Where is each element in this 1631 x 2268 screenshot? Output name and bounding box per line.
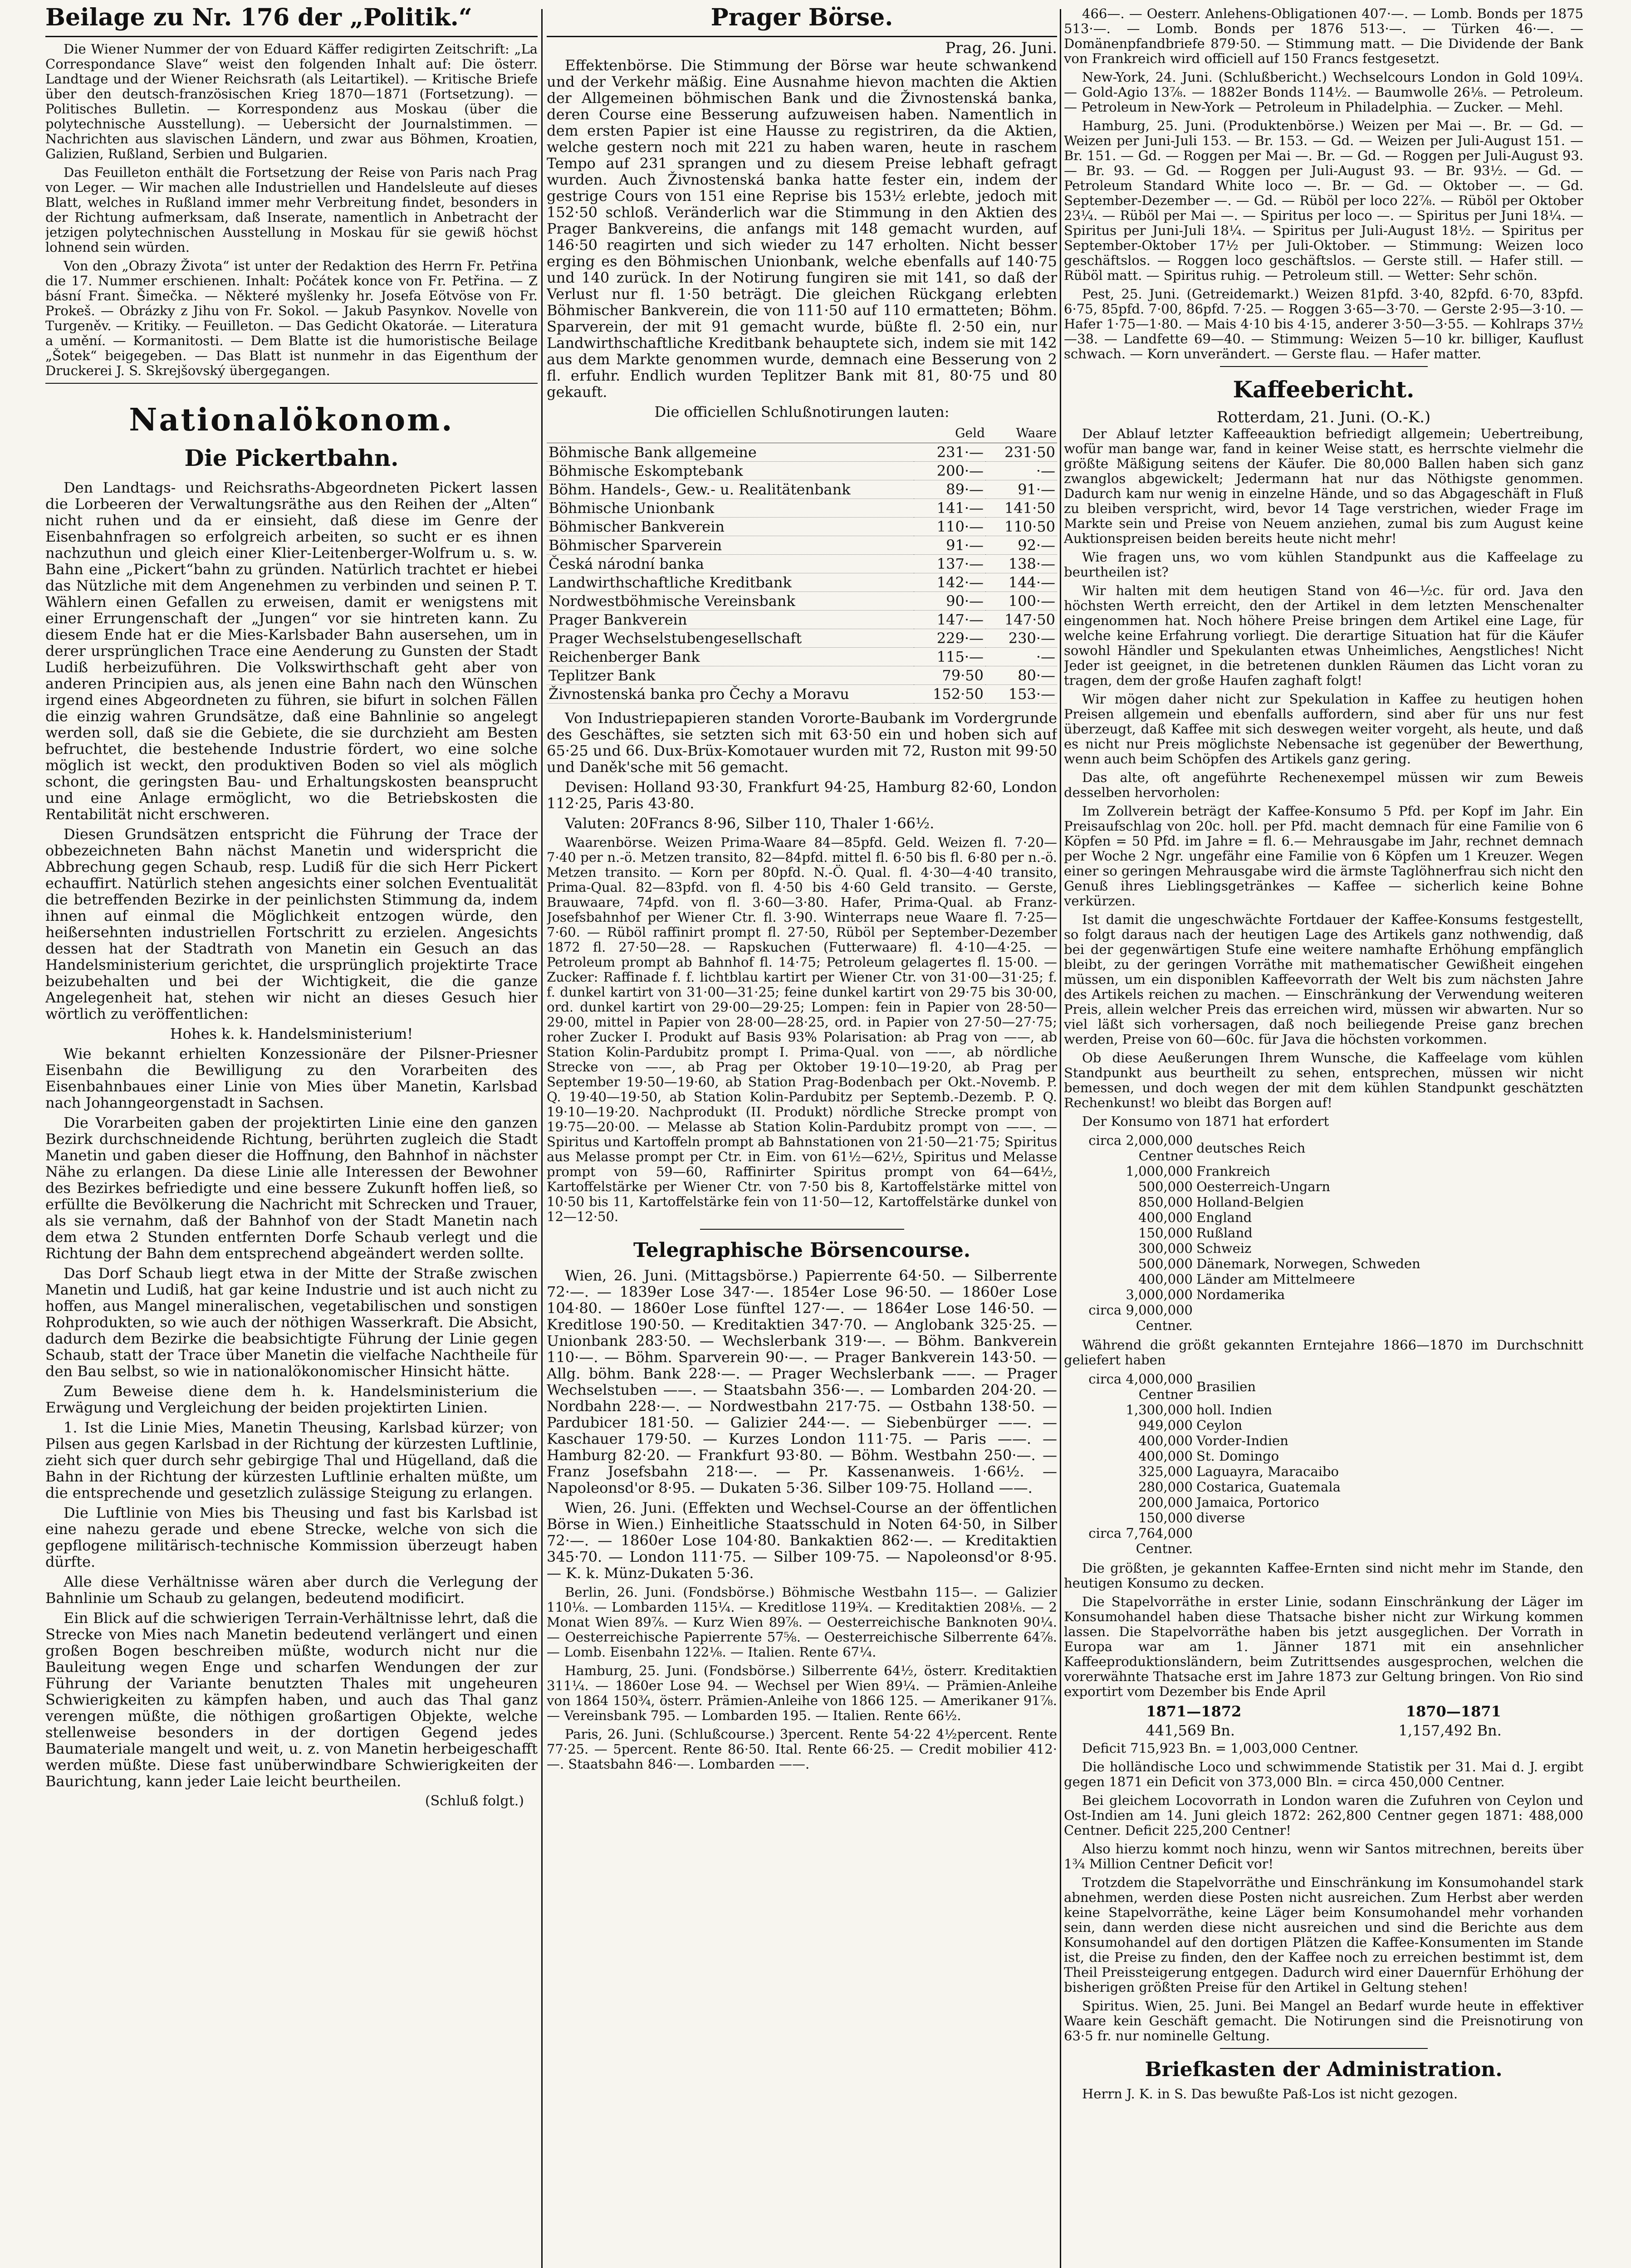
quote-row [547, 666, 1057, 685]
stat-amount: circa 4,000,000 Centner [1088, 1371, 1193, 1402]
quote-name: Böhmische Unionbank [547, 499, 914, 518]
stat-amount: 400,000 [1138, 1210, 1193, 1225]
stat-country: St. Domingo [1196, 1448, 1279, 1464]
stat-country: Nordamerika [1196, 1287, 1285, 1302]
harvest-table [1064, 1371, 1583, 1556]
coffee-paragraph: Also hierzu kommt noch hinzu, wenn wir Santos mitrechnen, bereits über 1¾ Million Centner Deficit vor! [1064, 1841, 1583, 1872]
table-header-row [547, 424, 1057, 443]
stat-amount: 400,000 [1138, 1433, 1193, 1448]
article-paragraph: Zum Beweise diene dem h. k. Handelsministerium die Erwägung und Vergleichung der beiden projektirten Linien. [45, 1383, 538, 1416]
quote-ask: 230·— [985, 629, 1057, 648]
quote-row [547, 536, 1057, 555]
quote-row [547, 573, 1057, 592]
quote-ask: 138·— [985, 555, 1057, 573]
quote-bid: 91·— [914, 536, 985, 555]
quote-ask: 80·— [985, 666, 1057, 685]
column-header: Waare [985, 424, 1057, 443]
stat-amount: 325,000 [1138, 1464, 1193, 1479]
stat-row [1064, 1179, 1583, 1194]
quote-name: Böhmische Bank allgemeine [547, 443, 914, 462]
article-paragraph: Die Vorarbeiten gaben der projektirten Linie eine den ganzen Bezirk durchschneidende Richtung, berührten zugleich die Stadt Manetin und gaben dieser die Hoffnung, den Bahnhof in nächster Nähe zu erlangen. Da diese Linie alle Interessen der Bewohner des Bezirkes befriedigte und eine bessere Zukunft hoffen ließ, so erfüllte die Bevölkerung die Nachricht mit Schrecken und Trauer, als sie vernahm, daß der Bahnhof von der Stadt Manetin nach dem etwa 2 Stunden entfernten Dorfe Schaub verlegt und die Richtung der Bahn dem entsprechend abgeändert werden sollte. [45, 1114, 538, 1262]
bourse-paragraph: Waarenbörse. Weizen Prima-Waare 84—85pfd. Geld. Weizen fl. 7·20—7·40 per n.-ö. Metzen transito, 82—84pfd. mittel fl. 6·50 bis fl. 6·80 per n.-ö. Metzen transito. — Korn per 80pfd. N.-Ö. Qual. fl. 4·30—4·40 transito, Prima-Qual. 82—83pfd. von fl. 4·50 bis 4·60 Geld transito. — Gerste, Brauwaare, 74pfd. von fl. 3·60—3·80. Hafer, Prima-Qual. ab Franz-Josefsbahnhof per Wiener Ctr. fl. 3·90. Winterraps neue Waare fl. 7·25—7·60. — Rüböl raffinirt prompt fl. 27·50, Rüböl per September-Dezember 1872 fl. 27·50—28. — Rapskuchen (Futterwaare) fl. 4·10—4·25. — Petroleum prompt ab Bahnhof fl. 14·75; Petroleum gelagertes fl. 15·00. — Zucker: Raffinade f. f. lichtblau kartirt per Wiener Ctr. von 31·00—31·25; f. f. dunkel kartirt von 31·00—31·25; feine dunkel kartirt von 29·75 bis 30·00, ord. dunkel kartirt von 29·00—29·25; Lompen: fein in Papier von 28·50—29·00, mittel in Papier von 28·00—28·25, ord. in Papier von 27·50—27·75; roher Zucker I. Produkt auf Basis 93% Polarisation: ab Prag von ——, ab Station Kolin-Pardubitz prompt I. Prima-Qual. von ——, ab nördliche Strecke von ——, ab Prag per Oktober 19·10—19·20, ab Prag per September 19·50—19·60, ab Station Prag-Bodenbach per Okt.-Novemb. P. Q. 19·40—19·50, ab Station Kolin-Pardubitz per Septemb.-Dezemb. P. Q. 19·10—19·20. Nachprodukt (II. Produkt) nördliche Strecke prompt von 19·75—20·00. — Melasse ab Station Kolin-Pardubitz prompt von ——. — Spiritus und Kartoffeln prompt ab Bahnstationen von 21·50—21·75; Spiritus aus Melasse prompt per Ctr. in Eim. von 61½—62½, Spiritus und Melasse prompt von 59—60, Raffinirter Spiritus prompt von 64—64½, Kartoffelstärke per Wiener Ctr. von 7·50 bis 8, Kartoffelstärke mittel von 10·50 bis 11, Kartoffelstärke fein von 11·50—12, Kartoffelstärke dunkel von 12—12·50. [547, 835, 1057, 1224]
coffee-title: Kaffeebericht. [1233, 376, 1415, 403]
quote-name: Česká národní banka [547, 555, 914, 573]
column-divider [541, 9, 543, 2268]
coffee-paragraph: Der Ablauf letzter Kaffeeauktion befriedigt allgemein; Uebertreibung, wofür man bange war, fand in keiner Weise statt, es herrschte vielmehr die größte Mäßigung seitens der Käufer. Die 80,000 Ballen haben sich ganz zwanglos abgewickelt; Jedermann hat nur das Nöthigste genommen. Dadurch kam nur wenig in einzelne Hände, und so das Abgageschäft in Fluß zu bleiben verspricht, wird, bevor 14 Tage verstrichen, wieder Frage im Markte sein und Preise von Neuem anziehen, zumal bis zum August keine Auktionspreisen beiden bereits heute nicht mehr! [1064, 426, 1583, 546]
year-value: 441,569 Bn. [1146, 1722, 1235, 1739]
quote-ask: 153·— [985, 685, 1057, 704]
quote-row [547, 611, 1057, 629]
consumption-table [1064, 1133, 1583, 1333]
stat-country: Vorder-Indien [1196, 1433, 1288, 1448]
quote-name: Böhmischer Sparverein [547, 536, 914, 555]
stat-row [1064, 1464, 1583, 1479]
article-paragraph: 1. Ist die Linie Mies, Manetin Theusing, Karlsbad kürzer; von Pilsen aus gegen Karlsbad in der Richtung der kürzesten Luftlinie, zieht sich quer durch sehr gebirgige Thal und Hügelland, daß die Bahn in der Richtung der kürzesten Luftlinie erhalten müßte, um die entsprechende und gesetzlich zulässige Steigung zu erlangen. [45, 1419, 538, 1501]
stat-country: England [1196, 1210, 1252, 1225]
column-middle [547, 0, 1057, 1775]
stat-amount: 850,000 [1138, 1194, 1193, 1210]
stat-row [1064, 1271, 1583, 1287]
quote-name: Teplitzer Bank [547, 666, 914, 685]
column-header: Geld [914, 424, 985, 443]
year-label: 1870—1871 [1406, 1703, 1501, 1720]
stat-country: holl. Indien [1196, 1402, 1272, 1418]
article-paragraph: Diesen Grundsätzen entspricht die Führung der Trace der obbezeichneten Bahn nächst Manetin und widerspricht die Abbrechung gegen Schaub, resp. Ludiß für die sich Herr Pickert echauffirt. Natürlich stehen angesichts einer solchen Eventualität die betreffenden Bezirke in der peinlichsten Stimmung da, indem ihnen auf einmal die Möglichkeit entzogen würde, den heißersehnten industriellen Fortschritt zu erzielen. Angesichts dessen hat der Stadtrath von Manetin ein Gesuch an das Handelsministerium gerichtet, die ursprünglich projektirte Trace beizubehalten und bei der Wichtigkeit, die die ganze Angelegenheit hat, stehen wir nicht an dieses Gesuch hier wörtlich zu veröffentlichen: [45, 826, 538, 1022]
coffee-paragraph: Wir halten mit dem heutigen Stand von 46—½c. für ord. Java den höchsten Werth erreicht, den der Artikel in dem letzten Menschenalter eingenommen hat. Noch höhere Preise bringen dem Artikel eine Lage, für welche keine Erfahrung vorliegt. Die derartige Situation hat für die Käufer sowohl Händler und Spekulanten etwas Unheimliches, Aengstliches! Nicht Jeder ist geeignet, in die betretenen dunklen Räumen das Licht voran zu tragen, dem der große Haufen zaghaft folgt! [1064, 583, 1583, 688]
article-paragraph: Hohes k. k. Handelsministerium! [170, 1025, 413, 1042]
divider [1220, 366, 1428, 367]
stat-amount: 400,000 [1138, 1271, 1193, 1287]
stat-amount: circa 9,000,000 Centner. [1088, 1302, 1193, 1333]
quote-name: Böhm. Handels-, Gew.- u. Realitätenbank [547, 480, 914, 499]
quote-row [547, 462, 1057, 480]
stat-amount: 1,300,000 [1126, 1402, 1193, 1418]
quote-row [547, 499, 1057, 518]
stat-amount: circa 7,764,000 Centner. [1088, 1525, 1193, 1556]
stat-country: Dänemark, Norwegen, Schweden [1196, 1256, 1420, 1271]
divider [1220, 2048, 1428, 2049]
article-paragraph: Das Dorf Schaub liegt etwa in der Mitte der Straße zwischen Manetin und Ludiß, hat gar keine Industrie und ist auch nicht zu hoffen, aus Mangel mineralischen, vegetabilischen und sonstigen Rohprodukten, so wie auch der nöthigen Wasserkraft. Die Absicht, dadurch dem Bezirke die beabsichtigte Führung der Linie gegen Schaub, statt der Trace über Manetin die vielfache Nachtheile für den Bau selbst, so wie in nationalökonomischer Hinsicht hätte. [45, 1265, 538, 1380]
stat-country: Holland-Belgien [1196, 1194, 1304, 1210]
coffee-paragraph: Deficit 715,923 Bn. = 1,003,000 Centner. [1082, 1740, 1359, 1756]
quote-row [547, 648, 1057, 666]
coffee-paragraph: Die größten, je gekannten Kaffee-Ernten sind nicht mehr im Stande, den heutigen Konsumo zu decken. [1064, 1560, 1583, 1591]
quotes-table [547, 424, 1057, 704]
stat-country: Schweiz [1196, 1241, 1252, 1256]
intro-paragraph: Die Wiener Nummer der von Eduard Käffer redigirten Zeitschrift: „La Correspondance Slave“ weist den folgenden Inhalt auf: Die österr. Landtage und der Wiener Reichsrath (als Leitartikel). — Kritische Briefe über den deutsch-französischen Krieg 1870—1871 (Fortsetzung). — Politisches Bulletin. — Korrespondenz aus Moskau (über die polytechnische Ausstellung). — Uebersicht der Journalstimmen. — Nachrichten aus slavischen Ländern, und zwar aus Böhmen, Kroatien, Galizien, Rußland, Serbien und Bulgarien. [45, 41, 538, 161]
coffee-paragraph: Der Konsumo von 1871 hat erfordert [1082, 1114, 1329, 1129]
section-title: Nationalökonom. [129, 402, 454, 438]
quote-name: Landwirthschaftliche Kreditbank [547, 573, 914, 592]
quote-row [547, 518, 1057, 536]
stat-row [1064, 1495, 1583, 1510]
quote-ask: 147·50 [985, 611, 1057, 629]
column-left [45, 0, 538, 1813]
spiritus-paragraph: Spiritus. Wien, 25. Juni. Bei Mangel an Bedarf wurde heute in effektiver Waare kein Geschäft gemacht. Die Notirungen sind die Preisnotirung von 63·5 fr. nur nominelle Geltung. [1064, 1998, 1583, 2043]
quote-bid: 115·— [914, 648, 985, 666]
coffee-paragraph: Wie fragen uns, wo vom kühlen Standpunkt aus die Kaffeelage zu beurtheilen ist? [1064, 549, 1583, 580]
quote-bid: 200·— [914, 462, 985, 480]
quote-bid: 142·— [914, 573, 985, 592]
quote-ask: 92·— [985, 536, 1057, 555]
quote-bid: 147·— [914, 611, 985, 629]
article-paragraph: Alle diese Verhältnisse wären aber durch die Verlegung der Bahnlinie um Schaub zu gelangen, bedeutend modificirt. [45, 1573, 538, 1607]
stat-row [1064, 1448, 1583, 1464]
supplement-header: Beilage zu Nr. 176 der „Politik.“ [45, 0, 538, 37]
quote-ask: 91·— [985, 480, 1057, 499]
years-row [1064, 1703, 1583, 1720]
telegraph-paragraph: Wien, 26. Juni. (Effekten und Wechsel-Course an der öffentlichen Börse in Wien.) Einheitliche Staatsschuld in Noten 64·50, in Silber 72·—. — 1860er Lose 104·80. Bankaktien 862·—. — Kreditaktien 345·70. — London 111·75. — Silber 109·75. — Napoleonsd'or 8·95. — K. k. Münz-Dukaten 5·36. [547, 1499, 1057, 1582]
coffee-paragraph: Trotzdem die Stapelvorräthe und Einschränkung im Konsumohandel stark abnehmen, werden diese Posten nicht ausreichen. Zum Herbst aber werden keine Stapelvorräthe, keine Läger beim Konsumohandel mehr vorhanden sein, dann werden diese nicht ausreichen und sind die Berichte aus dem Konsumohandel auf den dortigen Plätzen die Kaffee-Konsumenten im Stande ist, die Preise zu finden, den der Kaffee noch zu erreichen bestimmt ist, dem Theil Preissteigerung entgegen. Dadurch wird einer Dauernfür Erhöhung der bisherigen größten Preise für den Artikel in Geltung stehen! [1064, 1875, 1583, 1995]
stat-country: diverse [1196, 1510, 1245, 1525]
telegraph-paragraph: Paris, 26. Juni. (Schlußcourse.) 3percent. Rente 54·22 4½percent. Rente 77·25. — 5percent. Rente 86·50. Ital. Rente 66·25. — Credit mobilier 412·—. Staatsbahn 846·—. Lombarden ——. [547, 1726, 1057, 1772]
bourse-paragraph: Valuten: 20Francs 8·96, Silber 110, Thaler 1·66½. [565, 815, 935, 832]
bourse-paragraph: Devisen: Holland 93·30, Frankfurt 94·25, Hamburg 82·60, London 112·25, Paris 43·80. [547, 778, 1057, 812]
stat-row [1064, 1163, 1583, 1179]
coffee-paragraph: Die Stapelvorräthe in erster Linie, sodann Einschränkung der Läger im Konsumohandel haben diese Thatsache bisher nicht zur Wirkung kommen lassen. Die Stapelvorräthe haben bis jetzt ausgeglichen. Der Vorrath in Europa war am 1. Jänner 1871 mit ein ansehnlicher Kaffeeproduktionsländern, beim Zutrittsendes ausgesprochen, welchen die vorerwähnte Thatsache erst im Jahre 1873 zur Geltung bringen. Von Rio sind exportirt vom Dezember bis Ende April [1064, 1594, 1583, 1699]
stat-amount: 500,000 [1138, 1179, 1193, 1194]
bourse-paragraph: Effektenbörse. Die Stimmung der Börse war heute schwankend und der Verkehr mäßig. Eine Ausnahme hievon machten die Aktien der Allgemeinen böhmischen Bank und die Živnostenská banka, deren Course eine Besserung aufzuweisen haben. Namentlich in dem ersten Papier ist eine Hausse zu registriren, da die Aktien, welche gestern noch mit 221 zu haben waren, heute in raschem Tempo auf 231 sprangen und zu diesem Preise lebhaft gefragt wurden. Auch Živnostenská banka hatte fester ein, indem der gestrige Cours von 151 eine Reprise bis 153½ erlebte, jedoch mit 152·50 schloß. Veränderlich war die Stimmung in den Aktien des Prager Bankvereins, die anfangs mit 148 gemacht wurden, auf 146·50 reagirten und sich wieder zu 147 erholten. Nicht besser erging es den Böhmischen Unionbank, welche ebenfalls auf 140·75 und 140 zurück. In der Notirung fungiren sie mit 141, so daß der Verlust nur fl. 1·50 beträgt. Die gleichen Rückgang erlebten Böhmischer Bankverein, die von 111·50 auf 110 ermatteten; Böhm. Sparverein, der mit 91 gemacht wurde, büßte fl. 2·50 ein, nur Landwirthschaftliche Kreditbank behauptete sich, indem sie mit 142 aus dem Markte genommen wurde, demnach eine Besserung von 2 fl. erfuhr. Endlich wurden Teplitzer Bank mit 81, 80·75 und 80 gekauft. [547, 57, 1057, 401]
coffee-paragraph: Das alte, oft angeführte Rechenexempel müssen wir zum Beweis desselben hervorholen: [1064, 770, 1583, 800]
stat-amount: circa 2,000,000 Centner [1088, 1133, 1193, 1163]
quote-ask: 110·50 [985, 518, 1057, 536]
quote-ask: 100·— [985, 592, 1057, 611]
quote-row [547, 592, 1057, 611]
article-paragraph: Wie bekannt erhielten Konzessionäre der Pilsner-Priesner Eisenbahn die Bewilligung zu den Vorarbeiten des Eisenbahnbaues einer Linie von Mies über Manetin, Karlsbad nach Johanngeorgenstadt in Sachsen. [45, 1045, 538, 1111]
article-paragraph: Ein Blick auf die schwierigen Terrain-Verhältnisse lehrt, daß die Strecke von Mies nach Manetin bedeutend verlängert und einen großen Bogen beschreiben müßte, wodurch nicht nur die Bauleitung wegen Enge und scharfen Wendungen der zur Führung der Variante benutzten Thales mit ungeheuren Schwierigkeiten zu kämpfen haben, und auch das Thal ganz verengen müßte, die nöthigen großartigen Objekte, welche stellenweise besonders in der dortigen Gegend jedes Baumateriale mangelt und weit, u. z. von Manetin herbeigeschafft werden müßte. Diese fast unüberwindbare Schwierigkeiten der Baurichtung, kann jeder Laie leicht beurtheilen. [45, 1609, 538, 1790]
quote-bid: 152·50 [914, 685, 985, 704]
stat-amount: 949,000 [1138, 1418, 1193, 1433]
stat-country: Frankreich [1196, 1163, 1270, 1179]
quote-row [547, 685, 1057, 704]
dateline: Prag, 26. Juni. [945, 39, 1057, 57]
stat-amount: 500,000 [1138, 1256, 1193, 1271]
quote-name: Nordwestböhmische Vereinsbank [547, 592, 914, 611]
stat-row [1064, 1402, 1583, 1418]
coffee-paragraph: Ob diese Aeußerungen Ihrem Wunsche, die Kaffeelage vom kühlen Standpunkt aus beurtheilt zu sehen, entsprechen, müssen wir nicht bemessen, und doch wegen der mit dem kühlen Standpunkt geschätzten Rechenkunst! wo bleibt das Borgen auf! [1064, 1050, 1583, 1110]
quote-bid: 137·— [914, 555, 985, 573]
divider [45, 383, 538, 384]
stat-country: Länder am Mittelmeere [1196, 1271, 1355, 1287]
column-divider [1060, 9, 1061, 2268]
mailbox-text: Herrn J. K. in S. Das bewußte Paß-Los ist nicht gezogen. [1082, 2086, 1458, 2102]
year-value: 1,157,492 Bn. [1398, 1722, 1502, 1739]
quote-ask: ·— [985, 648, 1057, 666]
quote-name: Prager Bankverein [547, 611, 914, 629]
stat-row [1064, 1225, 1583, 1241]
stat-country: deutsches Reich [1196, 1140, 1306, 1156]
article-paragraph: Die Luftlinie von Mies bis Theusing und fast bis Karlsbad ist eine nahezu gerade und ebene Strecke, welche von sich die gepflogene militärisch-technische Kommission überzeugt haben dürfte. [45, 1504, 538, 1570]
stat-row [1064, 1194, 1583, 1210]
quote-bid: 231·— [914, 443, 985, 462]
telegraph-title: Telegraphische Börsencourse. [633, 1239, 971, 1262]
stat-row [1064, 1510, 1583, 1525]
market-paragraph: New-York, 24. Juni. (Schlußbericht.) Wechselcours London in Gold 109¼. — Gold-Agio 13⅞. — 1882er Bonds 114½. — Baumwolle 26⅛. — Petroleum. — Petroleum in New-York — Petroleum in Philadelphia. — Zucker. — Mehl. [1064, 69, 1583, 115]
market-paragraph: Hamburg, 25. Juni. (Produktenbörse.) Weizen per Mai —. Br. — Gd. — Weizen per Juni-Juli 153. — Br. 153. — Gd. — Weizen per Juli-August 151. — Br. 151. — Gd. — Roggen per Mai —. Br. — Gd. — Roggen per Juli-August 93. — Br. 93. — Gd. — Roggen per Juli-August 93. — Br. 93½. — Gd. — Petroleum Standard White loco —. Br. — Gd. — Oktober —. — Gd. September-Dezember —. — Gd. — Rüböl per loco 22⅞. — Rüböl per Oktober 23¼. — Rüböl per Mai —. — Spiritus per loco —. — Spiritus per Juni 18¼. — Spiritus per Juni-Juli 18¼. — Spiritus per Juli-August 18½. — Spiritus per September-Oktober 17½ per Juli-Oktober. — Stimmung: Weizen loco geschäftslos. — Roggen loco geschäftslos. — Gerste still. — Hafer still. — Rüböl matt. — Spiritus ruhig. — Petroleum still. — Wetter: Sehr schön. [1064, 118, 1583, 283]
stat-amount: 150,000 [1138, 1225, 1193, 1241]
telegraph-paragraph: Hamburg, 25. Juni. (Fondsbörse.) Silberrente 64½, österr. Kreditaktien 311¼. — 1860er Lose 94. — Wechsel per Wien 89¼. — Prämien-Anleihe von 1864 150¾, österr. Prämien-Anleihe von 1866 125. — Amerikaner 91⅞. — Vereinsbank 795. — Lombarden 195. — Italien. Rente 66½. [547, 1663, 1057, 1723]
stat-row [1064, 1287, 1583, 1302]
bourse-paragraph: Die officiellen Schlußnotirungen lauten: [654, 403, 950, 420]
quote-name: Böhmische Eskomptebank [547, 462, 914, 480]
bourse-paragraph: Von Industriepapieren standen Vororte-Baubank im Vordergrunde des Geschäftes, sie setzten sich mit 63·50 ein und hoben sich auf 65·25 und 66. Dux-Brüx-Komotauer wurden mit 72, Ruston mit 99·50 und Daněk'sche mit 56 gemacht. [547, 709, 1057, 776]
coffee-paragraph: Während die größt gekannten Erntejahre 1866—1870 im Durchschnitt geliefert haben [1064, 1337, 1583, 1368]
coffee-paragraph: Bei gleichem Locovorrath in London waren die Zufuhren von Ceylon und Ost-Indien am 14. Juni gleich 1872: 262,800 Centner gegen 1871: 488,000 Centner. Deficit 225,200 Centner! [1064, 1793, 1583, 1838]
stat-row [1064, 1256, 1583, 1271]
stat-amount: 400,000 [1138, 1448, 1193, 1464]
column-header [547, 424, 914, 443]
coffee-dateline: Rotterdam, 21. Juni. (O.-K.) [1216, 408, 1431, 426]
intro-paragraph: Von den „Obrazy Života“ ist unter der Redaktion des Herrn Fr. Petřina die 17. Nummer erschienen. Inhalt: Počátek konce von Fr. Petřina. — Z básní Frant. Šimečka. — Některé myšlenky hr. Josefa Eötvöse von Fr. Prokeš. — Obrázky z Jihu von Fr. Sokol. — Jakub Pasynkov. Novelle von Turgeněv. — Kritiky. — Feuilleton. — Das Gedicht Okatoráe. — Literatura a umění. — Kormanitosti. — Dem Blatte ist die humoristische Beilage „Šotek“ beigegeben. — Das Blatt ist nunmehr in das Eigenthum der Druckerei J. S. Skrejšovský übergegangen. [45, 258, 538, 378]
quote-ask: ·— [985, 462, 1057, 480]
quote-ask: 144·— [985, 573, 1057, 592]
market-paragraph: Pest, 25. Juni. (Getreidemarkt.) Weizen 81pfd. 3·40, 82pfd. 6·70, 83pfd. 6·75, 85pfd. 7·00, 86pfd. 7·25. — Roggen 3·65—3·70. — Gerste 2·95—3·10. — Hafer 1·75—1·80. — Mais 4·10 bis 4·15, anderer 3·50—3·55. — Kohlraps 37½—38. — Landfette 69—40. — Stimmung: Weizen 5—10 kr. billiger, Kauflust schwach. — Korn unverändert. — Gerste flau. — Hafer matter. [1064, 286, 1583, 362]
quote-name: Reichenberger Bank [547, 648, 914, 666]
market-paragraph: 466—. — Oesterr. Anlehens-Obligationen 407·—. — Lomb. Bonds per 1875 513·—. — Lomb. Bonds per 1876 513·—. — Türken 46·—. — Domänenpfandbriefe 879·50. — Stimmung matt. — Die Dividende der Bank von Frankreich wird officiell auf 150 Francs festgesetzt. [1064, 6, 1583, 66]
article-paragraph: Den Landtags- und Reichsraths-Abgeordneten Pickert lassen die Lorbeeren der Verwaltungsräthe aus den Reihen der „Alten“ nicht ruhen und da er einsieht, daß diese im Genre der Eisenbahnfragen so erfolgreich arbeiten, so sucht er es ihnen nachzuthun und gleich einer Klier-Leitenberger-Wolfrum u. s. w. Bahn eine „Pickert“bahn zu gründen. Natürlich trachtet er hiebei das Nützliche mit dem Angenehmen zu verbinden und seinen P. T. Wählern einen Gefallen zu erweisen, damit er wenigstens mit einer Errungenschaft der „Jungen“ vor sie hintreten kann. Zu diesem Ende hat er die Mies-Karlsbader Bahn ausersehen, um in derer ursprünglichen Trace eine Aenderung zu Gunsten der Stadt Ludiß herbeizuführen. Die Volkswirthschaft geht aber von anderen Principien aus, als jenen eine Bahn nach den Wünschen irgend eines Abgeordneten zu führen, sie bifurt in solchen Fällen die einzig wahren Grundsätze, daß eine Bahnlinie so angelegt werden soll, daß sie die Gebiete, die sie durchzieht am Besten befruchtet, die bestehende Industrie fördert, wo eine solche möglich ist weckt, den produktiven Boden so viel als möglich schont, die geringsten Bau- und Erhaltungskosten beansprucht und eine Anlage ermöglicht, wo die Betriebskosten die Rentabilität nicht erschweren. [45, 479, 538, 823]
continued-note: (Schluß folgt.) [425, 1793, 524, 1809]
stat-row [1064, 1133, 1583, 1163]
quote-bid: 79·50 [914, 666, 985, 685]
stat-amount: 300,000 [1138, 1241, 1193, 1256]
stat-amount: 280,000 [1138, 1479, 1193, 1495]
stat-amount: 150,000 [1138, 1510, 1193, 1525]
column-right [1064, 0, 1583, 2105]
quote-row [547, 555, 1057, 573]
coffee-paragraph: Im Zollverein beträgt der Kaffee-Konsumo 5 Pfd. per Kopf im Jahr. Ein Preisaufschlag von 20c. holl. per Pfd. macht demnach für eine Familie von 6 Köpfen = 50 Pfd. im Jahre = fl. 6.— Mehrausgabe im Jahr, rechnet demnach per Woche 2 Ngr. ungefähr eine Familie von 6 Köpfen um 1 Kreuzer. Wegen einer so geringen Mehrausgabe wird die ärmste Taglöhnerfrau sich nicht den Genuß ihres Lieblingsgetränkes — Kaffee — sicherlich keine Bohne verkürzen. [1064, 803, 1583, 909]
quote-bid: 90·— [914, 592, 985, 611]
stat-row [1064, 1525, 1583, 1556]
stat-country: Ceylon [1196, 1418, 1243, 1433]
mailbox-title: Briefkasten der Administration. [1145, 2058, 1503, 2081]
coffee-paragraph: Wir mögen daher nicht zur Spekulation in Kaffee zu heutigen hohen Preisen allgemein und ebenfalls auffordern, sind aber für uns nur fest überzeugt, daß Kaffee mit sich deswegen weiter vorgeht, als heute, und daß es nicht nur Preis möglichste Nebensache ist gegenüber der Bewerthung, wenn auch beim Schöpfen des Artikels ganz gering. [1064, 691, 1583, 767]
stat-row [1064, 1433, 1583, 1448]
intro-paragraph: Das Feuilleton enthält die Fortsetzung der Reise von Paris nach Prag von Leger. — Wir machen alle Industriellen und Handelsleute auf dieses Blatt, welches in Rußland immer mehr Verbreitung findet, besonders in der Richtung aufmerksam, daß Inserate, namentlich in Anbetracht der jetzigen polytechnischen Ausstellung in Moskau für sie gewiß höchst lohnend sein würden. [45, 165, 538, 255]
stat-country: Rußland [1196, 1225, 1253, 1241]
stat-row [1064, 1302, 1583, 1333]
stat-amount: 1,000,000 [1126, 1163, 1193, 1179]
quote-ask: 141·50 [985, 499, 1057, 518]
coffee-paragraph: Die holländische Loco und schwimmende Statistik per 31. Mai d. J. ergibt gegen 1871 ein Deficit von 373,000 Bln. = circa 450,000 Centner. [1064, 1759, 1583, 1789]
stat-row [1064, 1210, 1583, 1225]
quote-row [547, 629, 1057, 648]
stat-country [1195, 1525, 1583, 1556]
coffee-paragraph: Ist damit die ungeschwächte Fortdauer der Kaffee-Konsums festgestellt, so folgt daraus nach der heutigen Lage des Artikels ganz nothwendig, daß bei der gegenwärtigen Stufe eine weitere namhafte Erhöhung empfänglich bleibt, zu der geringen Vorräthe mit mathematischer Gewißheit eingehen müssen, um ein disponiblen Kaffeevorrath der Welt bis zum nächsten Jahre des Artikels reichen zu machen. — Einschränkung der Verwendung weiteren Preis, allein welcher Preis das erreichen wird, müssen wir abwarten. Nur so viel läßt sich vorhersagen, daß noch beiliegende Preise ganz brechen werden, Preise von 60—60c. für Java die höchsten vorkommen. [1064, 912, 1583, 1047]
stat-amount: 3,000,000 [1126, 1287, 1193, 1302]
years-values-row [1064, 1722, 1583, 1739]
stat-country: Brasilien [1196, 1379, 1256, 1394]
quote-name: Živnostenská banka pro Čechy a Moravu [547, 685, 914, 704]
telegraph-paragraph: Wien, 26. Juni. (Mittagsbörse.) Papierrente 64·50. — Silberrente 72·—. — 1839er Lose 347·—. 1854er Lose 96·50. — 1860er Lose 104·80. — 1860er Lose fünftel 127·—. — 1864er Lose 146·50. — Kreditlose 190·50. — Kreditaktien 347·70. — Anglobank 325·25. — Unionbank 283·50. — Wechslerbank 319·—. — Böhm. Bankverein 110·—. — Böhm. Sparverein 90·—. — Prager Bankverein 143·50. — Allg. böhm. Bank 228·—. — Prager Wechslerbank ——. — Prager Wechselstuben ——. — Staatsbahn 356·—. — Lombarden 204·20. — Nordbahn 228·—. — Nordwestbahn 217·75. — Ostbahn 138·50. — Pardubicer 181·50. — Galizier 244·—. — Siebenbürger ——. — Kaschauer 179·50. — Kurzes London 111·75. — Paris ——. — Hamburg 82·20. — Frankfurt 93·80. — Böhm. Westbahn 250·—. — Franz Josefsbahn 218·—. — Pr. Kassenanweis. 1·66½. — Napoleonsd'or 8·95. — Dukaten 5·36. Silber 109·75. Holland ——. [547, 1267, 1057, 1496]
stat-amount: 200,000 [1138, 1495, 1193, 1510]
bourse-header: Prager Börse. [547, 0, 1057, 37]
year-label: 1871—1872 [1146, 1703, 1242, 1720]
stat-country: Jamaica, Portorico [1196, 1495, 1319, 1510]
stat-country: Costarica, Guatemala [1196, 1479, 1341, 1495]
quote-bid: 141·— [914, 499, 985, 518]
stat-country [1195, 1302, 1583, 1333]
stat-country: Oesterreich-Ungarn [1196, 1179, 1331, 1194]
divider [700, 1229, 904, 1230]
quote-bid: 89·— [914, 480, 985, 499]
quote-name: Böhmischer Bankverein [547, 518, 914, 536]
quote-ask: 231·50 [985, 443, 1057, 462]
quote-row [547, 480, 1057, 499]
stat-country: Laguayra, Maracaibo [1196, 1464, 1339, 1479]
quote-name: Prager Wechselstubengesellschaft [547, 629, 914, 648]
stat-row [1064, 1479, 1583, 1495]
quote-bid: 110·— [914, 518, 985, 536]
quote-bid: 229·— [914, 629, 985, 648]
article-title: Die Pickertbahn. [184, 445, 399, 471]
stat-row [1064, 1418, 1583, 1433]
quote-row [547, 443, 1057, 462]
stat-row [1064, 1241, 1583, 1256]
stat-row [1064, 1371, 1583, 1402]
telegraph-paragraph: Berlin, 26. Juni. (Fondsbörse.) Böhmische Westbahn 115—. — Galizier 110⅛. — Lombarden 115¼. — Kreditlose 119¾. — Kreditaktien 208⅛. — 2 Monat Wien 89⅞. — Kurz Wien 89⅞. — Oesterreichische Banknoten 90¼. — Oesterreichische Papierrente 57⅝. — Oesterreichische Silberrente 64⅞. — Lomb. Eisenbahn 122⅛. — Italien. Rente 67¼. [547, 1584, 1057, 1660]
